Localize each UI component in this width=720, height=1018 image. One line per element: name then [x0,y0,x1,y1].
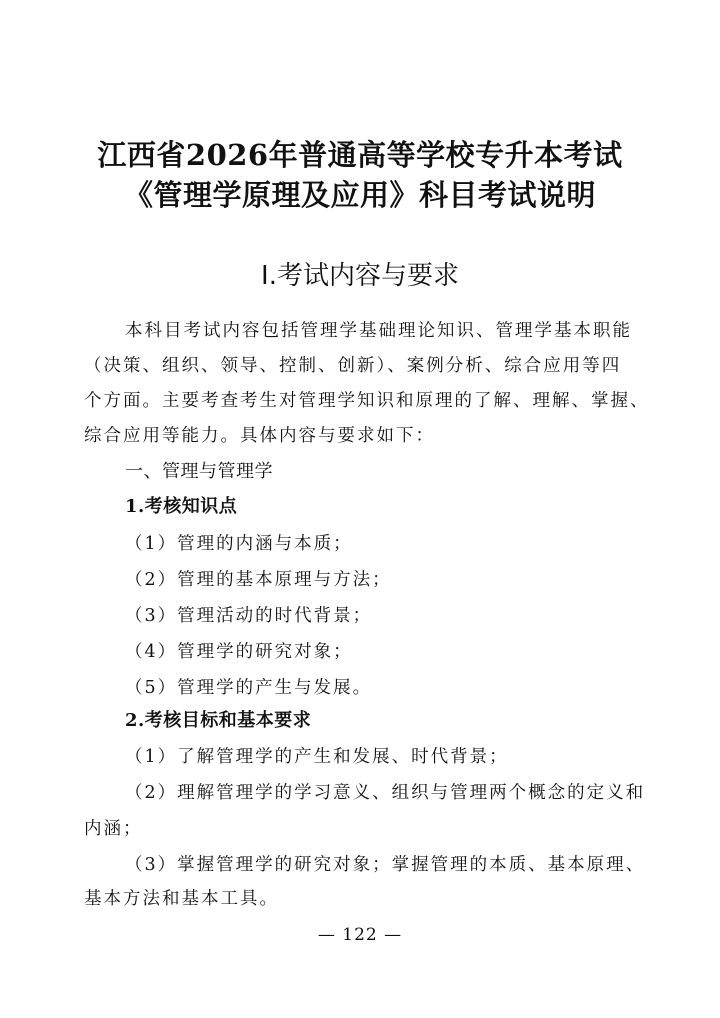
intro-paragraph-line-3: 个方面。主要考查考生对管理学知识和原理的了解、理解、掌握、 [84,391,650,411]
knowledge-point-item: （5）管理学的产生与发展。 [125,678,373,698]
knowledge-point-item: （4）管理学的研究对象； [125,642,353,662]
document-title-line-1: 江西省2026年普通高等学校专升本考试 [97,138,623,172]
intro-paragraph-line-4: 综合应用等能力。具体内容与要求如下： [84,426,435,446]
objective-item: （3）掌握管理学的研究对象；掌握管理的本质、基本原理、 [125,855,646,875]
chapter-heading: 一、管理与管理学 [125,461,273,482]
page-number: — 122 — [317,925,403,945]
intro-paragraph-line-2: （决策、组织、领导、控制、创新）、案例分析、综合应用等四 [84,356,622,376]
intro-paragraph-line-1: 本科目考试内容包括管理学基础理论知识、管理学基本职能 [125,321,632,341]
knowledge-point-item: （1）管理的内涵与本质； [125,534,353,554]
section-heading: Ⅰ.考试内容与要求 [261,261,459,291]
objective-item: （2）理解管理学的学习意义、组织与管理两个概念的定义和 [125,783,646,803]
document-title-line-2: 《管理学原理及应用》科目考试说明 [123,178,596,212]
objective-item-continuation: 基本方法和基本工具。 [84,889,279,909]
knowledge-points-heading: 1.考核知识点 [125,496,238,517]
knowledge-point-item: （3）管理活动的时代背景； [125,606,373,626]
objectives-heading: 2.考核目标和基本要求 [125,710,312,731]
knowledge-point-item: （2）管理的基本原理与方法； [125,570,392,590]
objective-item-continuation: 内涵； [84,819,143,839]
objective-item: （1）了解管理学的产生和发展、时代背景； [125,747,509,767]
